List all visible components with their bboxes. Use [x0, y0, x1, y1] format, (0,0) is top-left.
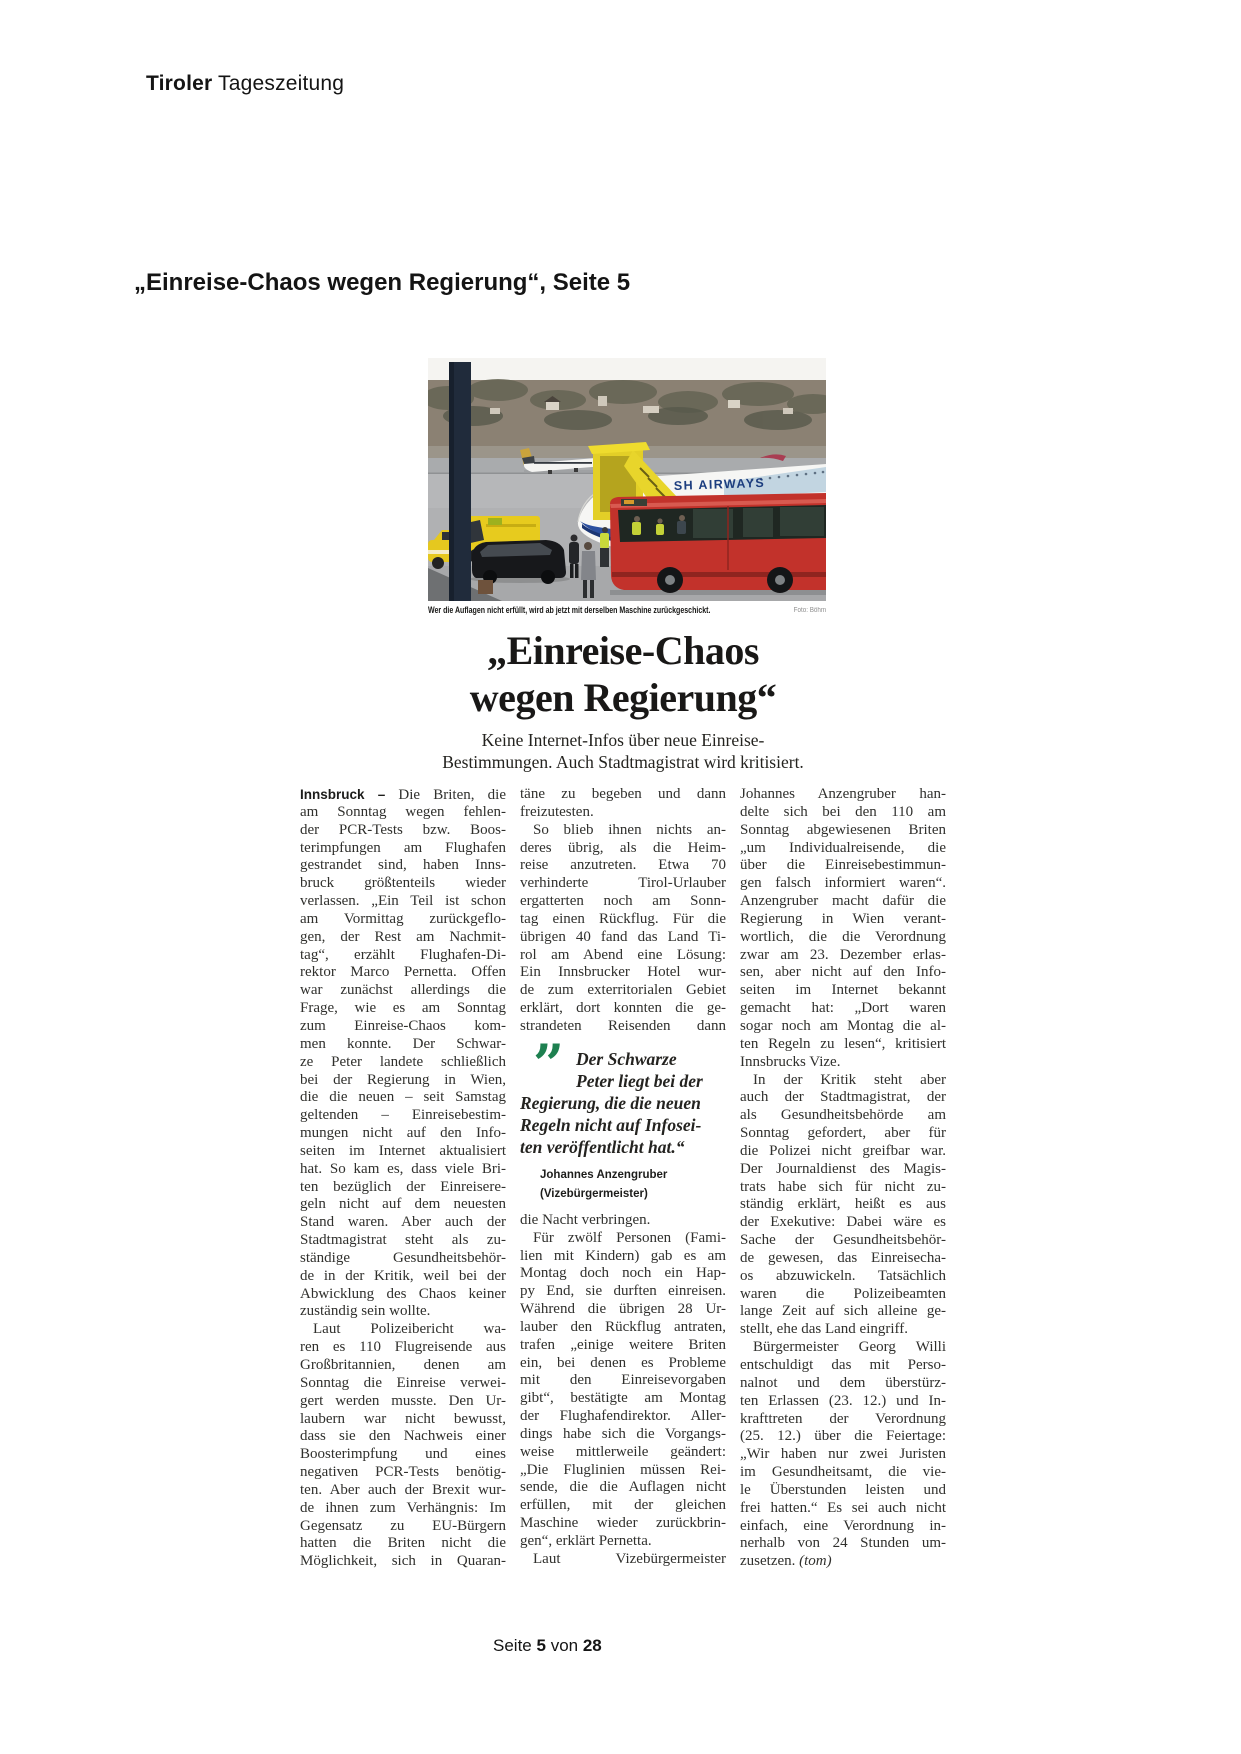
- headline: [298, 627, 948, 721]
- article-column-3: [740, 786, 946, 1571]
- article-line: seiten im Internet aktualisiert: [300, 1142, 506, 1159]
- article-line: als Gesundheitsbehörde am: [740, 1107, 946, 1124]
- article-line: war zunächst allerdings die: [300, 982, 506, 999]
- article-line: zuständig sein wollte.: [300, 1303, 431, 1320]
- article-line: trats habe sich für nicht zu-: [740, 1178, 946, 1195]
- article-line: verhinderte Tirol-Urlauber: [520, 875, 726, 892]
- article-line: ein, bei denen es Probleme: [520, 1354, 726, 1371]
- article-line: hatten die Briten nicht die: [300, 1535, 506, 1552]
- article-line: Sonntag die Einreise verwei-: [300, 1374, 506, 1391]
- footer-label-of: von: [550, 1636, 579, 1655]
- article-line: py End, sie durften einreisen.: [520, 1283, 726, 1300]
- article-line: tag einen Rückflug. Für die: [520, 910, 726, 927]
- article-line: rektor Marco Pernetta. Offen: [300, 964, 506, 981]
- article-line: ergatterten noch am Sonn-: [520, 893, 726, 910]
- article-line: Abwicklung des Chaos keiner: [300, 1285, 506, 1302]
- pull-quote-line: Der Schwarze: [576, 1048, 677, 1069]
- pull-quote: [520, 1031, 726, 1212]
- article-line: die Nacht verbringen.: [520, 1211, 651, 1228]
- article-line: Sonntag gefordert, aber für: [740, 1125, 946, 1142]
- article-line: „Wir haben nur zwei Juristen: [740, 1446, 946, 1463]
- article-line: rol am Abend eine Lösung:: [520, 946, 726, 963]
- article-line: dass sie den Nachweis einer: [300, 1428, 506, 1445]
- article-line: weise mittlerweile geändert:: [520, 1443, 726, 1460]
- article-line: übrigen 40 fand das Land Ti-: [520, 928, 726, 945]
- article-line: nerhalb von 24 Stunden um-: [740, 1535, 946, 1552]
- quote-attribution-name: Johannes Anzengruber: [540, 1168, 668, 1181]
- pull-quote-line: Peter liegt bei der: [576, 1070, 703, 1091]
- article-line: ten. Aber auch der Brexit wur-: [300, 1481, 506, 1498]
- article-line: einfach, eine Verordnung in-: [740, 1517, 946, 1534]
- article-line: Möglichkeit, sich in Quaran-: [300, 1553, 506, 1570]
- article-line: ze Peter landete schließlich: [300, 1053, 506, 1070]
- article-line: ten Regeln zu lesen“, kritisiert: [740, 1035, 946, 1052]
- article-line: Gegensatz zu EU-Bürgern: [300, 1517, 506, 1534]
- footer-total-pages: 28: [582, 1636, 602, 1655]
- article-column-1: [300, 786, 506, 1571]
- article-line: bei der Regierung in Wien,: [300, 1071, 506, 1088]
- article-line: terimpfungen am Flughafen: [300, 839, 506, 856]
- article-line: gemacht hat: „Dort waren: [740, 1000, 946, 1017]
- page-footer: [493, 1636, 602, 1656]
- article-line: nalnot und dem überstürz-: [740, 1374, 946, 1391]
- quote-mark-icon: ”: [533, 1031, 565, 1096]
- article-line: Innsbrucks Vize.: [740, 1053, 841, 1070]
- article-line: sende, die die Auflagen nicht: [520, 1479, 726, 1496]
- article-line: Sonntag abgewiesenen Briten: [740, 821, 946, 838]
- subheadline: [298, 729, 948, 773]
- pole-base-box: [478, 580, 493, 594]
- article-line: geltenden – Einreisebestim-: [300, 1107, 506, 1124]
- article-line: mit den Einreisevorgaben: [520, 1372, 726, 1389]
- article-line: Ein Innsbrucker Hotel wur-: [520, 964, 726, 981]
- article-line: strandeten Reisenden dann: [520, 1017, 726, 1034]
- author-signature: (tom): [799, 1553, 832, 1570]
- article-line: (25. 12.) über die Feiertage:: [740, 1428, 946, 1445]
- article-line: tag“, erzählt Flughafen-Di-: [300, 946, 506, 963]
- article-line: Johannes Anzengruber han-: [740, 786, 946, 802]
- article-photo: [428, 358, 826, 601]
- article-line: entschuldigt das mit Perso-: [740, 1357, 946, 1373]
- article-line: freizutesten.: [520, 803, 594, 820]
- masthead-brand-bold: Tiroler: [146, 72, 213, 95]
- article-line: gestrandet sind, haben Inns-: [300, 857, 506, 874]
- article-line: Regierung in Wien verant-: [740, 910, 946, 927]
- article-line: täne zu begeben und dann: [520, 786, 726, 802]
- article-line: erfüllen, mit der gleichen: [520, 1497, 726, 1514]
- article-column-2: [520, 786, 726, 1571]
- black-van: [470, 540, 570, 584]
- subheadline-line-2: Bestimmungen. Auch Stadtmagistrat wird kritisiert.: [442, 752, 804, 772]
- article-line: sen, aber nicht auf den Info-: [740, 964, 946, 981]
- article-line: gen falsch informiert waren“.: [740, 875, 946, 892]
- article-line: seiten im Internet bekannt: [740, 982, 946, 999]
- headline-line-1: „Einreise-Chaos: [487, 628, 759, 673]
- article-line: am Sonntag wegen fehlen-: [300, 803, 506, 820]
- photo-caption: Wer die Auflagen nicht erfüllt, wird ab jetzt mit derselben Maschine zurückgeschickt.: [428, 605, 711, 616]
- article-line: Laut Vizebürgermeister: [533, 1550, 726, 1567]
- airport-scene: [428, 358, 826, 601]
- article-line: Sache der Gesundheitsbehör-: [740, 1232, 946, 1249]
- article-line: dings habe sich die Vorgangs-: [520, 1425, 726, 1442]
- article-line: ren es 110 Flugreisende aus: [300, 1339, 506, 1356]
- article-line: Stadtmagistrat steht als zu-: [300, 1232, 506, 1249]
- article-line: reise anzutreten. Etwa 70: [520, 857, 726, 874]
- clipping-title: „Einreise-Chaos wegen Regierung“, Seite 5: [134, 269, 631, 296]
- masthead-brand-rest: Tageszeitung: [212, 72, 345, 95]
- article-line: de ihnen zum Verhängnis: Im: [300, 1499, 506, 1516]
- article-line: erklärt, dort konnten die ge-: [520, 1000, 726, 1017]
- article-line: negativen PCR-Tests benötig-: [300, 1464, 506, 1481]
- article-line: Stand waren. Aber auch der: [300, 1214, 506, 1231]
- article-line: men konnte. Der Schwar-: [300, 1035, 506, 1052]
- article-line: der PCR-Tests bzw. Boos-: [300, 821, 506, 838]
- article-line: frei hatten.“ Es sei auch nicht: [740, 1499, 946, 1516]
- article-line: zwar am 23. Dezember erlas-: [740, 946, 946, 963]
- article-line: deres übrig, als die Heim-: [520, 839, 726, 856]
- article-line: auch der Stadtmagistrat, der: [740, 1089, 946, 1106]
- article-line: ten Erlassen (23. 12.) und In-: [740, 1392, 946, 1409]
- article-line: Der Journaldienst des Magis-: [740, 1160, 946, 1177]
- article-line: de gewesen, das Einreisecha-: [740, 1249, 946, 1266]
- article-line: ständig erklärt, heißt es aus: [740, 1196, 946, 1213]
- article-line: Laut Polizeibericht wa-: [313, 1321, 506, 1338]
- quote-attribution-role: (Vizebürgermeister): [540, 1187, 648, 1200]
- article-line: im Gesundheitsamt, die vie-: [740, 1464, 946, 1481]
- masthead: [146, 72, 344, 96]
- article-line: laubern war nicht bewusst,: [300, 1410, 506, 1427]
- article-line: lange Zeit auf sich alleine ge-: [740, 1303, 946, 1320]
- article-line: geln nicht auf dem neuesten: [300, 1196, 506, 1213]
- article-line: gen, der Rest am Nachmit-: [300, 928, 506, 945]
- red-bus: [610, 493, 826, 595]
- article-line: de in der Kritik, weil bei der: [300, 1267, 506, 1284]
- article-line: Frage, wie es am Sonntag: [300, 1000, 506, 1017]
- article-line: krafttreten der Verordnung: [740, 1410, 946, 1427]
- article-line: hat. So kam es, dass viele Bri-: [300, 1160, 506, 1177]
- article-line: In der Kritik steht aber: [753, 1071, 946, 1088]
- article-line: ten bezüglich der Einreisere-: [300, 1178, 506, 1195]
- article-line: Anzengruber macht dafür die: [740, 893, 946, 910]
- article-line: der Exekutive: Dabei wäre es: [740, 1214, 946, 1231]
- article-line: Maschine wieder zurückbrin-: [520, 1515, 726, 1532]
- pull-quote-attribution: [540, 1166, 726, 1204]
- article-line: am Vormittag zurückgeflo-: [300, 910, 506, 927]
- article-line: So blieb ihnen nichts an-: [533, 821, 726, 838]
- article-line: Boosterimpfung und eines: [300, 1446, 506, 1463]
- article-line: Während die übrigen 28 Ur-: [520, 1301, 726, 1318]
- article-line: sogar noch am Montag die al-: [740, 1017, 946, 1034]
- article-line: os abzuwickeln. Tatsächlich: [740, 1267, 946, 1284]
- pull-quote-line: ten veröffentlicht hat.“: [520, 1136, 685, 1157]
- article-line: trafen „einige weitere Briten: [520, 1336, 726, 1353]
- article-line: Für zwölf Personen (Fami-: [533, 1229, 726, 1246]
- article-line: ständige Gesundheitsbehör-: [300, 1249, 506, 1266]
- photo-caption-row: [428, 605, 826, 619]
- article-line: Innsbruck – Die Briten, die: [300, 787, 506, 803]
- column-2-bottom: [520, 1212, 726, 1569]
- article-line: die Polizei nicht greifbar war.: [740, 1142, 946, 1159]
- footer-page-number: 5: [536, 1636, 546, 1655]
- article-line: die die neuen – seit Samstag: [300, 1089, 506, 1106]
- headline-line-2: wegen Regierung“: [469, 675, 777, 720]
- article-line: verlassen. „Ein Teil ist schon: [300, 893, 506, 910]
- article-line: zum Einreise-Chaos kom-: [300, 1017, 506, 1034]
- pull-quote-line: Regeln nicht auf Infosei-: [520, 1114, 702, 1135]
- article-body: [300, 786, 946, 1571]
- article-line: der Flughafendirektor. Aller-: [520, 1408, 726, 1425]
- article-line: Montag doch noch ein Hap-: [520, 1265, 726, 1282]
- article-line: über die Einreisebestimmun-: [740, 857, 946, 874]
- article-line: mungen nicht auf den Info-: [300, 1125, 506, 1142]
- footer-label-page: Seite: [493, 1636, 532, 1655]
- article-line: gen“, erklärt Pernetta.: [520, 1533, 652, 1549]
- article-line: Großbritannien, denen am: [300, 1357, 506, 1373]
- dateline: Innsbruck –: [300, 787, 386, 802]
- subheadline-line-1: Keine Internet-Infos über neue Einreise-: [481, 730, 765, 750]
- article-line: delte sich bei den 110 am: [740, 803, 946, 820]
- article-line: Bürgermeister Georg Willi: [753, 1339, 946, 1356]
- article-line: gert werden musste. Den Ur-: [300, 1392, 506, 1409]
- article-line: waren die Polizeibeamten: [740, 1285, 946, 1302]
- column-2-top: [520, 786, 726, 1036]
- article-line: lien mit Kindern) gab es am: [520, 1247, 726, 1264]
- article-line: wortlich, die die Verordnung: [740, 928, 946, 945]
- article-line: „um Individualreisende, die: [740, 839, 946, 856]
- pull-quote-line: Regierung, die die neuen: [520, 1092, 701, 1113]
- article-line: de zum exterritorialen Gebiet: [520, 982, 726, 999]
- airline-titles: SH AIRWAYS: [673, 475, 766, 493]
- article-line: gibt“, bestätigte am Montag: [520, 1390, 726, 1407]
- article-line: lauber den Rückflug antraten,: [520, 1318, 726, 1335]
- article-line: stellt, ehe das Land eingriff.: [740, 1321, 909, 1338]
- article-line: zusetzen. (tom): [740, 1553, 832, 1570]
- article-line: bruck größtenteils wieder: [300, 875, 506, 892]
- article-line: „Die Fluglinien müssen Rei-: [520, 1461, 726, 1478]
- photo-credit: Foto: Böhm: [793, 607, 826, 614]
- article-line: le Überstunden leisten und: [740, 1481, 946, 1498]
